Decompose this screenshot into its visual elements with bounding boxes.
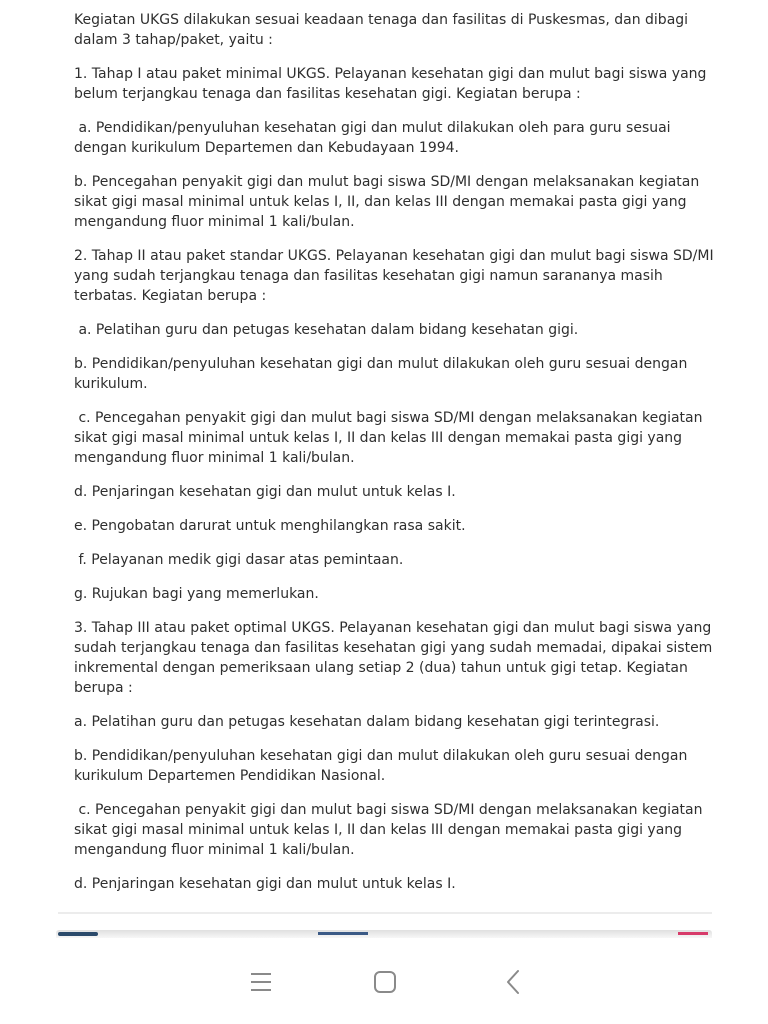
article-paragraph: 3. Tahap III atau paket optimal UKGS. Pelayanan kesehatan gigi dan mulut bagi siswa yang sudah terjangkau tenaga dan fasilitas kesehatan gigi yang sudah memadai, dipakai sistem inkremental dengan pemeriksaan ulang setiap 2 (dua) tahun untuk gigi tetap. Kegiatan berupa : [74,620,713,696]
menu-lines-icon [249,971,273,993]
back-button[interactable] [488,960,538,1004]
article-paragraph: a. Pendidikan/penyuluhan kesehatan gigi dan mulut dilakukan oleh para guru sesuai dengan kurikulum Departemen dan Kebudayaan 1994. [74,120,671,156]
system-navigation-bar [0,940,768,1024]
article-paragraph: a. Pelatihan guru dan petugas kesehatan dalam bidang kesehatan gigi terintegrasi. [74,714,660,730]
card-edge-right-mark [678,932,708,935]
article-paragraph: g. Rujukan bagi yang memerlukan. [74,586,319,602]
article-paragraph: 2. Tahap II atau paket standar UKGS. Pelayanan kesehatan gigi dan mulut bagi siswa SD/MI yang sudah terjangkau tenaga dan fasilitas kesehatan gigi namun sarananya masih terbatas. Kegiatan berupa : [74,248,714,304]
article-paragraph: b. Pencegahan penyakit gigi dan mulut bagi siswa SD/MI dengan melaksanakan kegiatan sikat gigi masal minimal untuk kelas I, II, dan kelas III dengan memakai pasta gigi yang mengandung fluor minimal 1 kali/bulan. [74,174,700,230]
article-paragraph: d. Penjaringan kesehatan gigi dan mulut untuk kelas I. [74,876,456,892]
article-body [74,10,714,908]
card-edge-left-mark [58,932,98,936]
home-button[interactable] [360,960,410,1004]
article-paragraph: e. Pengobatan darurat untuk menghilangkan rasa sakit. [74,518,466,534]
content-divider [58,912,712,914]
chevron-left-icon [503,968,523,996]
article-paragraph: a. Pelatihan guru dan petugas kesehatan dalam bidang kesehatan gigi. [78,322,579,338]
article-paragraph: d. Penjaringan kesehatan gigi dan mulut untuk kelas I. [74,484,456,500]
article-paragraph: b. Pendidikan/penyuluhan kesehatan gigi dan mulut dilakukan oleh guru sesuai dengan kurikulum. [74,356,688,392]
article-paragraph: c. Pencegahan penyakit gigi dan mulut bagi siswa SD/MI dengan melaksanakan kegiatan sikat gigi masal minimal untuk kelas I, II dan kelas III dengan memakai pasta gigi yang mengandung fluor minimal 1 kali/bulan. [74,410,703,466]
article-paragraph: c. Pencegahan penyakit gigi dan mulut bagi siswa SD/MI dengan melaksanakan kegiatan sikat gigi masal minimal untuk kelas I, II dan kelas III dengan memakai pasta gigi yang mengandung fluor minimal 1 kali/bulan. [74,802,703,858]
article-paragraph: f. Pelayanan medik gigi dasar atas pemintaan. [78,552,404,568]
rounded-square-icon [372,969,398,995]
card-edge-middle-mark [318,932,368,935]
article-paragraph: b. Pendidikan/penyuluhan kesehatan gigi dan mulut dilakukan oleh guru sesuai dengan kurikulum Departemen Pendidikan Nasional. [74,748,688,784]
next-card-edge [56,930,712,938]
article-paragraph: 1. Tahap I atau paket minimal UKGS. Pelayanan kesehatan gigi dan mulut bagi siswa yang belum terjangkau tenaga dan fasilitas kesehatan gigi. Kegiatan berupa : [74,66,707,102]
recents-button[interactable] [236,960,286,1004]
article-paragraph: Kegiatan UKGS dilakukan sesuai keadaan tenaga dan fasilitas di Puskesmas, dan dibagi dalam 3 tahap/paket, yaitu : [74,12,689,48]
